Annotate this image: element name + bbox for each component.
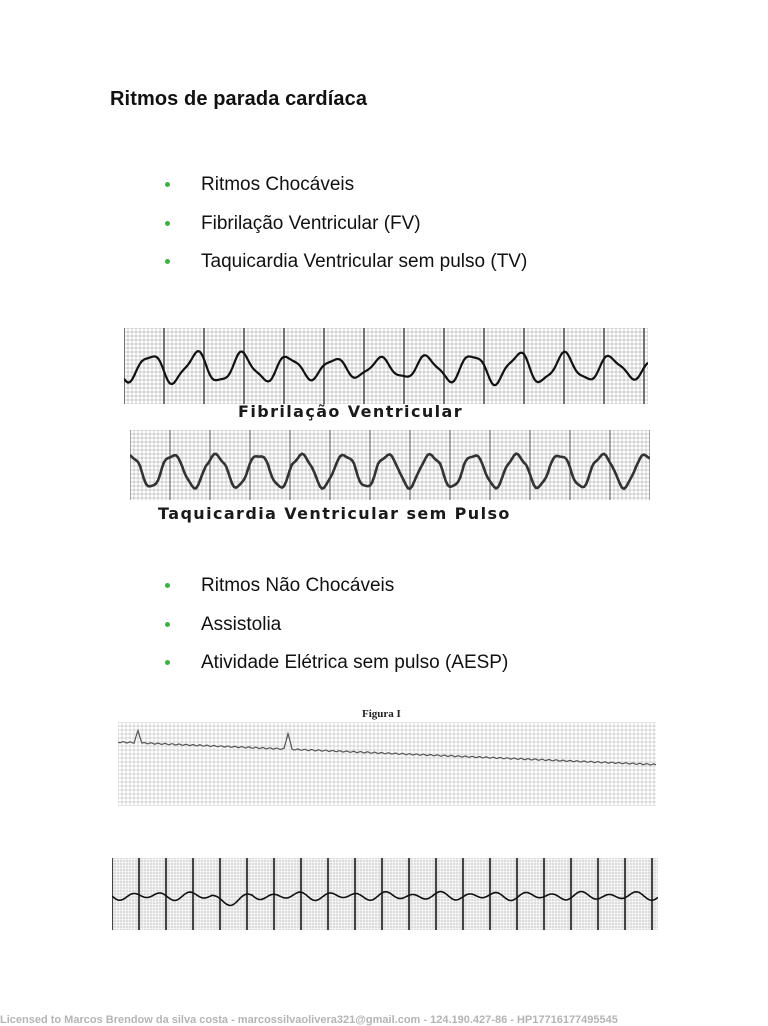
bullet-icon (165, 583, 170, 588)
asystole-ecg-strip (118, 722, 656, 806)
fv-ecg-strip (124, 328, 648, 404)
page-title: Ritmos de parada cardíaca (110, 88, 368, 110)
bullet-icon (165, 182, 170, 187)
pea-ecg-image (112, 858, 658, 930)
figure-label: Figura I (362, 708, 401, 720)
tv-ecg-strip (130, 430, 650, 500)
bullet-icon (165, 259, 170, 264)
bullet-icon (165, 221, 170, 226)
fv-ecg-image (124, 328, 648, 404)
bullet-icon (165, 622, 170, 627)
pea-ecg-strip (112, 858, 658, 930)
bullet-icon (165, 660, 170, 665)
tv-caption: Taquicardia Ventricular sem Pulso (158, 504, 511, 523)
fv-caption: Fibrilação Ventricular (238, 402, 463, 421)
license-footer: Licensed to Marcos Brendow da silva costa - marcossilvaolivera321@gmail.com - 124.190.427-86 - HP17716177495545 (0, 1014, 618, 1026)
tv-ecg-image (130, 430, 650, 500)
asystole-ecg-image (118, 722, 656, 806)
asystole-ecg-trace (118, 730, 656, 765)
